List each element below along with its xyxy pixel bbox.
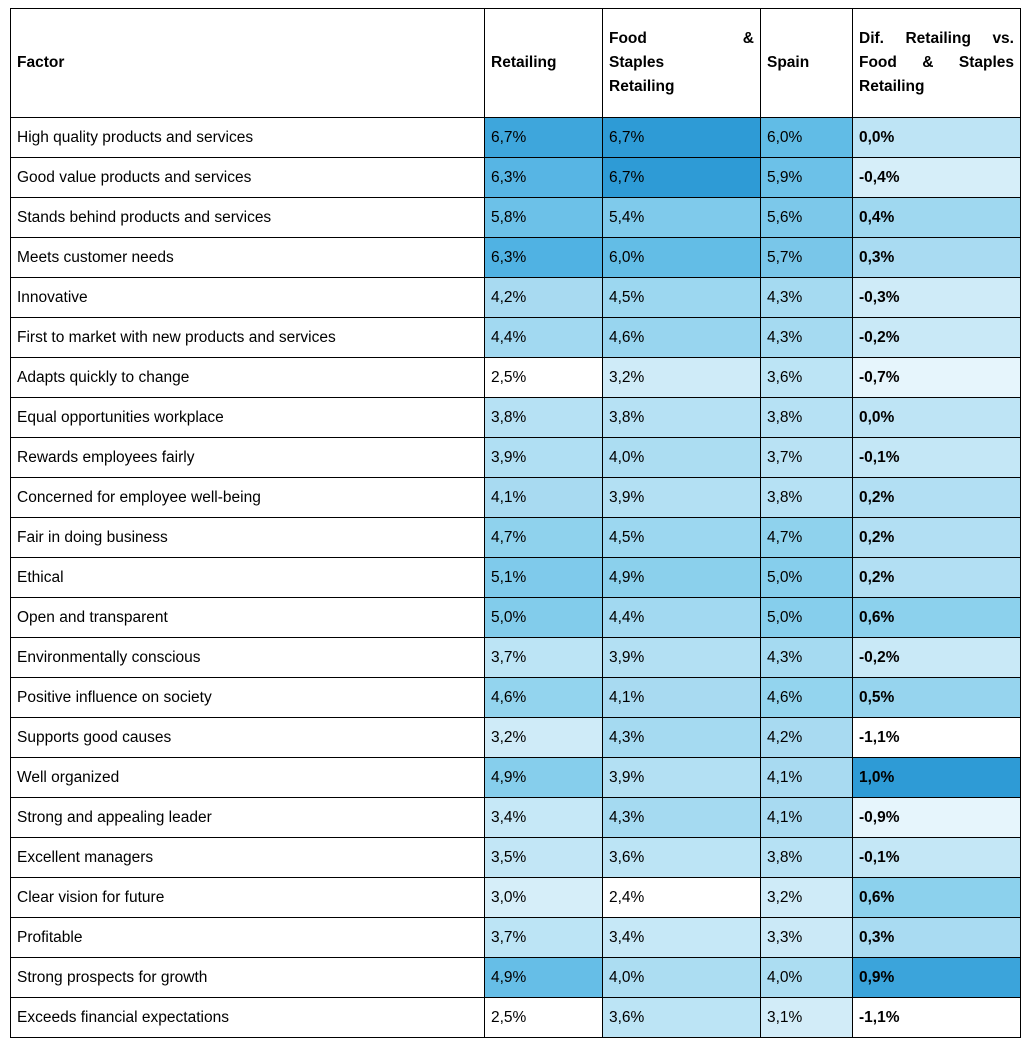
cell-difference: -0,2% <box>853 638 1021 678</box>
cell-spain: 3,6% <box>761 358 853 398</box>
cell-factor: First to market with new products and services <box>11 318 485 358</box>
cell-difference: 0,2% <box>853 518 1021 558</box>
cell-factor: Strong and appealing leader <box>11 798 485 838</box>
cell-difference: 0,2% <box>853 558 1021 598</box>
table-row <box>11 398 1021 438</box>
cell-difference: 0,5% <box>853 678 1021 718</box>
cell-factor: Positive influence on society <box>11 678 485 718</box>
table-row <box>11 278 1021 318</box>
cell-factor: Exceeds financial expectations <box>11 998 485 1038</box>
column-header-dif-retailing-vs-food-staples <box>853 9 1021 118</box>
cell-spain: 5,6% <box>761 198 853 238</box>
table-row <box>11 478 1021 518</box>
cell-factor: Strong prospects for growth <box>11 958 485 998</box>
cell-spain: 4,7% <box>761 518 853 558</box>
cell-retailing: 3,2% <box>485 718 603 758</box>
table-row <box>11 718 1021 758</box>
cell-retailing: 3,4% <box>485 798 603 838</box>
cell-difference: -1,1% <box>853 998 1021 1038</box>
cell-food-staples-retailing: 3,2% <box>603 358 761 398</box>
header-line-staples: Staples <box>609 53 665 71</box>
cell-retailing: 4,9% <box>485 958 603 998</box>
cell-factor: Rewards employees fairly <box>11 438 485 478</box>
cell-food-staples-retailing: 6,0% <box>603 238 761 278</box>
cell-difference: -0,9% <box>853 798 1021 838</box>
cell-difference: -1,1% <box>853 718 1021 758</box>
table-row <box>11 158 1021 198</box>
header-line-dif-3: Retailing <box>859 78 925 95</box>
cell-spain: 4,0% <box>761 958 853 998</box>
cell-difference: -0,1% <box>853 438 1021 478</box>
cell-spain: 4,3% <box>761 318 853 358</box>
cell-spain: 3,1% <box>761 998 853 1038</box>
cell-retailing: 3,7% <box>485 638 603 678</box>
cell-food-staples-retailing: 4,1% <box>603 678 761 718</box>
cell-factor: Innovative <box>11 278 485 318</box>
reputation-factors-table <box>10 8 1021 1038</box>
cell-spain: 3,7% <box>761 438 853 478</box>
table-row <box>11 838 1021 878</box>
cell-difference: 1,0% <box>853 758 1021 798</box>
cell-spain: 3,8% <box>761 478 853 518</box>
cell-food-staples-retailing: 3,9% <box>603 638 761 678</box>
cell-factor: Equal opportunities workplace <box>11 398 485 438</box>
table-row <box>11 678 1021 718</box>
cell-factor: Open and transparent <box>11 598 485 638</box>
cell-retailing: 5,8% <box>485 198 603 238</box>
cell-factor: Excellent managers <box>11 838 485 878</box>
cell-food-staples-retailing: 3,4% <box>603 918 761 958</box>
header-line-dif-2: Food & Staples <box>859 53 1014 71</box>
cell-retailing: 4,6% <box>485 678 603 718</box>
cell-retailing: 6,3% <box>485 238 603 278</box>
column-header-factor: Factor <box>11 9 485 118</box>
cell-food-staples-retailing: 2,4% <box>603 878 761 918</box>
cell-factor: Concerned for employee well-being <box>11 478 485 518</box>
table-row <box>11 238 1021 278</box>
cell-retailing: 6,7% <box>485 118 603 158</box>
cell-food-staples-retailing: 3,6% <box>603 998 761 1038</box>
cell-retailing: 5,1% <box>485 558 603 598</box>
cell-food-staples-retailing: 4,3% <box>603 718 761 758</box>
cell-difference: -0,7% <box>853 358 1021 398</box>
table-row <box>11 918 1021 958</box>
cell-food-staples-retailing: 4,5% <box>603 278 761 318</box>
cell-spain: 4,3% <box>761 638 853 678</box>
cell-factor: Well organized <box>11 758 485 798</box>
cell-retailing: 3,7% <box>485 918 603 958</box>
column-header-food-staples-retailing <box>603 9 761 118</box>
cell-retailing: 3,5% <box>485 838 603 878</box>
cell-spain: 5,0% <box>761 558 853 598</box>
cell-retailing: 5,0% <box>485 598 603 638</box>
cell-food-staples-retailing: 5,4% <box>603 198 761 238</box>
cell-factor: Adapts quickly to change <box>11 358 485 398</box>
column-header-retailing: Retailing <box>485 9 603 118</box>
cell-factor: Ethical <box>11 558 485 598</box>
cell-factor: Stands behind products and services <box>11 198 485 238</box>
cell-retailing: 4,9% <box>485 758 603 798</box>
cell-retailing: 4,7% <box>485 518 603 558</box>
table-body <box>11 118 1021 1038</box>
cell-retailing: 2,5% <box>485 998 603 1038</box>
cell-difference: -0,4% <box>853 158 1021 198</box>
cell-factor: Fair in doing business <box>11 518 485 558</box>
cell-spain: 4,6% <box>761 678 853 718</box>
cell-food-staples-retailing: 6,7% <box>603 158 761 198</box>
cell-spain: 3,2% <box>761 878 853 918</box>
cell-difference: 0,3% <box>853 918 1021 958</box>
cell-retailing: 3,9% <box>485 438 603 478</box>
cell-retailing: 3,0% <box>485 878 603 918</box>
cell-difference: 0,6% <box>853 878 1021 918</box>
cell-difference: 0,0% <box>853 118 1021 158</box>
cell-food-staples-retailing: 3,9% <box>603 758 761 798</box>
header-line-food-amp: Food & <box>609 29 754 47</box>
table-header-row <box>11 9 1021 118</box>
table-row <box>11 758 1021 798</box>
cell-factor: Meets customer needs <box>11 238 485 278</box>
table-row <box>11 998 1021 1038</box>
cell-difference: 0,0% <box>853 398 1021 438</box>
table-row <box>11 598 1021 638</box>
table-row <box>11 358 1021 398</box>
cell-factor: Good value products and services <box>11 158 485 198</box>
table-row <box>11 438 1021 478</box>
cell-food-staples-retailing: 4,9% <box>603 558 761 598</box>
cell-retailing: 4,4% <box>485 318 603 358</box>
cell-spain: 3,8% <box>761 398 853 438</box>
cell-retailing: 3,8% <box>485 398 603 438</box>
cell-spain: 5,9% <box>761 158 853 198</box>
cell-factor: High quality products and services <box>11 118 485 158</box>
header-line-dif-1: Dif. Retailing vs. <box>859 29 1014 47</box>
cell-spain: 3,8% <box>761 838 853 878</box>
cell-difference: 0,9% <box>853 958 1021 998</box>
cell-spain: 5,0% <box>761 598 853 638</box>
header-line-retailing: Retailing <box>609 78 675 95</box>
cell-spain: 3,3% <box>761 918 853 958</box>
cell-retailing: 4,1% <box>485 478 603 518</box>
table-row <box>11 798 1021 838</box>
cell-retailing: 6,3% <box>485 158 603 198</box>
cell-difference: 0,3% <box>853 238 1021 278</box>
cell-spain: 5,7% <box>761 238 853 278</box>
cell-food-staples-retailing: 3,8% <box>603 398 761 438</box>
cell-food-staples-retailing: 4,6% <box>603 318 761 358</box>
cell-spain: 6,0% <box>761 118 853 158</box>
table-row <box>11 118 1021 158</box>
cell-factor: Environmentally conscious <box>11 638 485 678</box>
cell-difference: -0,3% <box>853 278 1021 318</box>
column-header-spain: Spain <box>761 9 853 118</box>
cell-difference: 0,6% <box>853 598 1021 638</box>
table-row <box>11 878 1021 918</box>
cell-food-staples-retailing: 4,0% <box>603 438 761 478</box>
cell-difference: -0,2% <box>853 318 1021 358</box>
cell-spain: 4,1% <box>761 758 853 798</box>
table-row <box>11 638 1021 678</box>
cell-food-staples-retailing: 3,9% <box>603 478 761 518</box>
cell-retailing: 2,5% <box>485 358 603 398</box>
cell-factor: Profitable <box>11 918 485 958</box>
cell-food-staples-retailing: 3,6% <box>603 838 761 878</box>
cell-food-staples-retailing: 4,4% <box>603 598 761 638</box>
cell-factor: Clear vision for future <box>11 878 485 918</box>
cell-spain: 4,1% <box>761 798 853 838</box>
cell-retailing: 4,2% <box>485 278 603 318</box>
cell-spain: 4,2% <box>761 718 853 758</box>
cell-food-staples-retailing: 4,0% <box>603 958 761 998</box>
cell-spain: 4,3% <box>761 278 853 318</box>
table-row <box>11 198 1021 238</box>
cell-difference: 0,2% <box>853 478 1021 518</box>
cell-factor: Supports good causes <box>11 718 485 758</box>
table-row <box>11 318 1021 358</box>
cell-food-staples-retailing: 4,5% <box>603 518 761 558</box>
cell-difference: 0,4% <box>853 198 1021 238</box>
cell-food-staples-retailing: 4,3% <box>603 798 761 838</box>
cell-food-staples-retailing: 6,7% <box>603 118 761 158</box>
cell-difference: -0,1% <box>853 838 1021 878</box>
table-row <box>11 518 1021 558</box>
table-row <box>11 558 1021 598</box>
table-head <box>11 9 1021 118</box>
